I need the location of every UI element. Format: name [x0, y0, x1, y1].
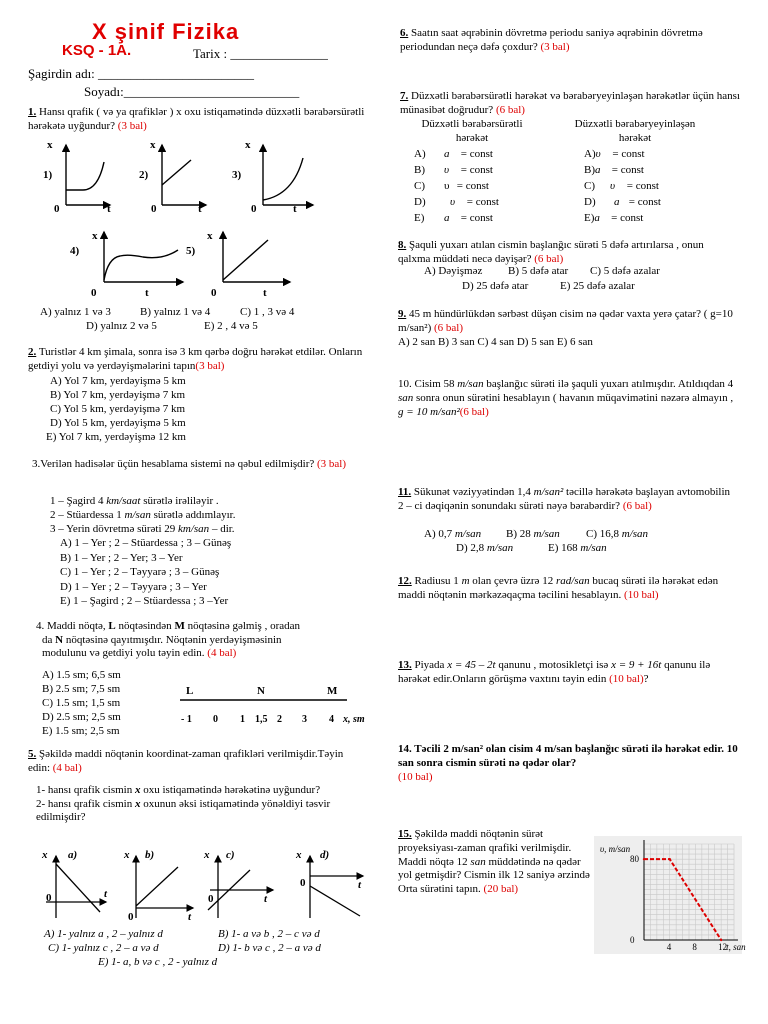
question-number: 1. [28, 106, 37, 118]
svg-text:0: 0 [208, 893, 214, 905]
svg-text:1): 1) [43, 169, 53, 181]
y-axis-label: υ, m/san [600, 844, 631, 854]
question-4: 4. Maddi nöqtə, L nöqtəsindən M nöqtəsinə gəlmiş , oradan da N nöqtəsinə qayıtmışdır. Nöqtənin yerdəyişməsinin modulunu və getdiyi yolu təyin edin. (4 bal) [36, 620, 300, 659]
answer-option[interactable]: E)a⃗ = const [584, 212, 644, 224]
data-point [720, 939, 722, 941]
points-badge: (20 bal) [483, 883, 519, 895]
svg-text:0: 0 [54, 203, 60, 215]
answer-option[interactable]: B) 5 dəfə atar [508, 265, 569, 277]
svg-text:0: 0 [251, 203, 257, 215]
points-badge: (3 bal) [117, 119, 147, 132]
q1-graph-3 [232, 139, 313, 215]
answer-option[interactable]: B) υ⃗ = const [414, 164, 493, 176]
answer-option[interactable]: E) Yol 7 km, yerdəyişmə 12 km [46, 431, 186, 443]
x-tick-label: 4 [666, 942, 672, 952]
point-M: M [327, 685, 338, 697]
q4-number-line [175, 678, 375, 728]
answer-option[interactable]: B) 2.5 sm; 7,5 sm [42, 683, 121, 695]
data-point [643, 858, 645, 860]
answer-option[interactable]: A) Yol 7 km, yerdəyişmə 5 km [50, 375, 186, 387]
question-8 [398, 239, 738, 267]
svg-text:x, sm: x, sm [343, 714, 365, 725]
points-badge: (6 bal) [459, 405, 489, 418]
question-10: 10. Cisim 58 m/san başlanğıc sürəti ilə şaquli yuxarı atılmışdır. Atıldıqdan 4 san sonra onun sürətini hesablayın ( havanın müqavimətini nəzərə almayın , g = 10 m/san²(6 bal) [398, 378, 734, 418]
svg-text:2): 2) [139, 169, 149, 181]
answer-option[interactable]: B) 28 m/san [506, 528, 560, 540]
answer-option[interactable]: D) 25 dəfə atar [462, 280, 529, 292]
q5-graph-a [41, 849, 108, 918]
q3-statements: 1 – Şagird 4 km/saat sürətlə irəliləyir . 2 – Stüardessa 1 m/san sürətlə addımlayır. 3 – Yerin dövretmə sürəti 29 km/san – dir. [50, 495, 236, 535]
q9-answers[interactable]: A) 2 san B) 3 san C) 4 san D) 5 san E) 6 san [398, 336, 593, 348]
x-axis-label: t, san [726, 942, 746, 952]
svg-text:b): b) [145, 849, 155, 861]
student-surname-field[interactable]: Soyadı:___________________________ [84, 84, 300, 99]
point-N: N [257, 685, 265, 697]
svg-text:t: t [198, 203, 202, 215]
answer-option[interactable]: C) 5 dəfə azalar [590, 265, 660, 277]
q7-left-options [414, 146, 499, 226]
q7-right-options [584, 146, 661, 226]
answer-option[interactable]: A) 1 – Yer ; 2 – Stüardessa ; 3 – Günəş [60, 537, 232, 549]
q5-graph-b [123, 849, 193, 923]
svg-text:0: 0 [211, 287, 217, 299]
svg-text:1,5: 1,5 [255, 714, 268, 725]
answer-option[interactable]: A) 1.5 sm; 6,5 sm [42, 669, 121, 681]
q4-answers [42, 668, 121, 738]
answer-option[interactable]: C) υ⃗ = const [584, 180, 659, 192]
answer-option[interactable]: E) 168 m/san [548, 542, 607, 554]
svg-text:t: t [358, 879, 362, 891]
q5-graph-c [203, 849, 273, 918]
q7-left-header: Düzxətli bərabərsürətli hərəkət [421, 118, 523, 144]
answer-option[interactable]: A) a⃗ = const [414, 148, 493, 160]
answer-option[interactable]: D) 2,8 m/san [456, 542, 514, 554]
svg-text:0: 0 [128, 911, 134, 923]
q5-subquestions: 1- hansı qrafik cismin x oxu istiqamətində hərəkətinə uyğundur? 2- hansı qrafik cismin x oxunun əksi istiqamətində yönəldiyi təsvir edilmişdir? [36, 784, 331, 823]
q1-graph-4 [70, 230, 183, 299]
student-name-field[interactable]: Şagirdin adı: ________________________ [28, 66, 255, 81]
velocity-time-chart [594, 836, 746, 954]
points-badge: (10 bal) [609, 672, 644, 685]
question-14 [398, 743, 738, 771]
data-point [669, 858, 671, 860]
q3-answers [60, 536, 231, 609]
points-badge: (4 bal) [52, 761, 82, 774]
svg-text:x: x [42, 849, 48, 861]
question-number: 7. [400, 90, 409, 102]
answer-option[interactable]: A)υ⃗ = const [584, 148, 645, 160]
svg-text:x: x [204, 849, 210, 861]
svg-text:0: 0 [213, 714, 218, 725]
svg-text:4): 4) [70, 245, 80, 257]
svg-text:t: t [263, 287, 267, 299]
x-tick-label: 8 [692, 942, 697, 952]
svg-text:x: x [47, 139, 53, 151]
svg-text:t: t [293, 203, 297, 215]
points-badge: (6 bal) [534, 252, 564, 265]
question-text: Düzxətli bərabərsürətli hərəkət və bərabəryeyinləşən hərəkətlər üçün hansı münasibət doğrudur? [400, 90, 740, 116]
answer-option[interactable]: D) 2.5 sm; 2,5 sm [42, 711, 121, 723]
answer-option[interactable]: B) 1- a və b , 2 – c və d [218, 928, 320, 940]
question-text: 45 m hündürlükdən sərbəst düşən cisim nə qədər vaxta yerə çatar? ( g=10 m/san²) [398, 308, 733, 334]
answer-option[interactable]: C) 1 – Yer ; 2 – Təyyarə ; 3 – Günəş [60, 566, 220, 578]
answer-option[interactable]: A) yalnız 1 və 3 [40, 306, 111, 318]
answer-option[interactable]: C) 1- yalnız c , 2 – a və d [48, 942, 159, 954]
question-number: 11. [398, 486, 412, 498]
answer-option[interactable]: E) a⃗ = const [414, 212, 493, 224]
question-15: 15. Şəkildə maddi nöqtənin sürət proyeksiyası-zaman qrafiki verilmişdir. Maddi nöqtə 12 san müddətində nə qədər yol getmişdir? Cismin ilk 12 saniyə ərzində Orta sürətini tapın. (20 bal) [398, 828, 590, 895]
answer-option[interactable]: B)a⃗ = const [584, 164, 644, 176]
svg-text:0: 0 [151, 203, 157, 215]
answer-option[interactable]: D) yalnız 2 və 5 [86, 320, 157, 332]
svg-text:x: x [245, 139, 251, 151]
answer-option[interactable]: E) 25 dəfə azalar [560, 280, 635, 292]
q1-graph-5 [186, 230, 290, 299]
answer-option[interactable]: C) 16,8 m/san [586, 528, 649, 540]
question-7 [400, 90, 740, 118]
question-5 [28, 748, 348, 776]
question-number: 8. [398, 239, 407, 251]
question-number: 15. [398, 828, 412, 840]
test-code: KSQ - 1A. [62, 42, 132, 59]
answer-option[interactable]: B) Yol 7 km, yerdəyişmə 7 km [50, 389, 186, 401]
question-13: 13. Piyada x = 45 – 2t qanunu , motosikletçi isə x = 9 + 16t qanunu ilə hərəkət edir.Onların görüşmə vaxtını təyin edin (10 bal)? [398, 659, 711, 685]
x-tick-label: 12 [718, 942, 728, 952]
svg-text:- 1: - 1 [181, 714, 192, 725]
answer-option[interactable]: E) 2 , 4 və 5 [204, 320, 258, 332]
answer-option[interactable]: C) Yol 5 km, yerdəyişmə 7 km [50, 403, 186, 415]
svg-text:t: t [104, 888, 108, 900]
svg-text:c): c) [226, 849, 235, 861]
answer-option[interactable]: D) υ⃗ = const [414, 196, 499, 208]
svg-text:x: x [207, 230, 213, 242]
points-badge: (3 bal) [317, 458, 347, 470]
question-text: 14. Təcili 2 m/san² olan cisim 4 m/san başlanğıc sürəti ilə hərəkət edir. 10 san sonra cismin sürəti nə qədər olar? [398, 743, 738, 769]
q2-answers [46, 374, 186, 444]
question-1 [28, 106, 368, 134]
svg-text:t: t [188, 911, 192, 923]
answer-option[interactable]: D) Yol 5 km, yerdəyişmə 5 km [50, 417, 186, 429]
svg-text:x: x [124, 849, 130, 861]
answer-option[interactable]: D) 1- b və c , 2 – a və d [218, 942, 321, 954]
question-text: Hansı qrafik ( və ya qrafiklər ) x oxu istiqamətində düzxətli bərabərsürətli hərəkətə uyğundur? [28, 106, 365, 132]
answer-option[interactable]: E) 1.5 sm; 2,5 sm [42, 725, 120, 737]
svg-text:t: t [107, 203, 111, 215]
question-number: 13. [398, 659, 412, 671]
question-6 [400, 27, 740, 55]
question-text: 3.Verilən hadisələr üçün hesablama sistemi nə qəbul edilmişdir? [32, 458, 315, 470]
answer-option[interactable]: B) 1 – Yer ; 2 – Yer; 3 – Yer [60, 551, 183, 564]
points-badge: (3 bal) [195, 359, 225, 372]
question-11: 11. Sükunət vəziyyətindən 1,4 m/san² təcillə hərəkətə başlayan avtomobilin 2 – ci dəqiqənin sonundakı sürəti nəyə bərabərdir? (6 bal) [398, 486, 731, 512]
svg-text:4: 4 [329, 714, 334, 725]
svg-text:0: 0 [91, 287, 97, 299]
q1-graphs [28, 140, 368, 300]
question-2 [28, 346, 368, 374]
question-number: 9. [398, 308, 407, 320]
question-9 [398, 308, 738, 336]
svg-text:t: t [145, 287, 149, 299]
svg-text:x: x [296, 849, 302, 861]
question-text: Saatın saat əqrəbinin dövretmə periodu saniyə əqrəbinin dövretmə periodundan neçə dəfə çoxdur? [400, 27, 703, 53]
date-field[interactable]: Tarix : _______________ [193, 46, 328, 61]
y-tick-label: 0 [630, 935, 635, 945]
points-badge: (3 bal) [540, 40, 570, 53]
points-badge: (10 bal) [398, 771, 433, 783]
question-text: Şəkildə maddi nöqtənin koordinat-zaman qrafikləri verilmişdir.Təyin edin: [28, 748, 344, 774]
q5-graph-d [295, 849, 363, 918]
svg-text:d): d) [320, 849, 330, 861]
answer-option[interactable]: E) 1- a, b və c , 2 - yalnız d [98, 956, 218, 968]
svg-text:2: 2 [277, 714, 282, 725]
q7-right-header: Düzxətli bərabəryeyinləşən hərəkət [574, 118, 696, 144]
points-badge: (6 bal) [434, 321, 464, 334]
svg-text:5): 5) [186, 245, 196, 257]
question-number: 12. [398, 575, 412, 587]
q5-graphs [28, 842, 368, 922]
question-text: Turistlər 4 km şimala, sonra isə 3 km qərbə doğru hərəkət etdilər. Onların getdiyi yolu və yerdəyişmələrini tapın [28, 346, 363, 372]
svg-text:0: 0 [300, 877, 306, 889]
answer-option[interactable]: D) 1 – Yer ; 2 – Təyyarə ; 3 – Yer [60, 580, 207, 593]
y-tick-label: 80 [630, 854, 639, 865]
q1-graph-2 [139, 139, 206, 215]
svg-text:1: 1 [240, 714, 245, 725]
svg-text:3: 3 [302, 714, 307, 725]
points-badge: (6 bal) [622, 499, 652, 512]
question-12: 12. Radiusu 1 m olan çevrə üzrə 12 rad/san bucaq sürəti ilə hərəkət edən maddi nöqtənin mərkəzəqaçma təcilini hesablayın. (10 bal) [398, 575, 719, 601]
answer-option[interactable]: D) a = const [584, 196, 661, 208]
svg-text:3): 3) [232, 169, 242, 181]
page-title: X şinif Fizika [92, 19, 240, 44]
svg-text:a): a) [68, 849, 78, 861]
svg-text:x: x [150, 139, 156, 151]
q1-graph-1 [43, 139, 111, 215]
answer-option[interactable]: B) yalnız 1 və 4 [140, 306, 211, 318]
answer-option[interactable]: C) 1 , 3 və 4 [240, 306, 295, 318]
answer-option[interactable]: A) 0,7 m/san [424, 528, 482, 540]
svg-text:x: x [92, 230, 98, 242]
question-text: Şaquli yuxarı atılan cismin başlanğıc sürəti 5 dəfə artırılarsa , onun qalxma müddəti necə dəyişər? [398, 239, 704, 265]
svg-text:0: 0 [46, 892, 52, 904]
question-3 [32, 458, 362, 472]
answer-option[interactable]: A) 1- yalnız a , 2 – yalnız d [44, 928, 163, 940]
answer-option[interactable]: C) υ = const [414, 180, 489, 192]
question-number: 2. [28, 346, 37, 358]
points-badge: (10 bal) [624, 588, 659, 601]
point-L: L [186, 685, 194, 697]
answer-option[interactable]: E) 1 – Şagird ; 2 – Stüardessa ; 3 –Yer [60, 595, 229, 607]
answer-option[interactable]: C) 1.5 sm; 1,5 sm [42, 697, 121, 709]
question-number: 5. [28, 748, 37, 760]
question-number: 6. [400, 27, 409, 39]
points-badge: (4 bal) [207, 647, 237, 659]
answer-option[interactable]: A) Dəyişməz [424, 265, 483, 277]
points-badge: (6 bal) [495, 103, 525, 116]
svg-text:t: t [264, 893, 268, 905]
